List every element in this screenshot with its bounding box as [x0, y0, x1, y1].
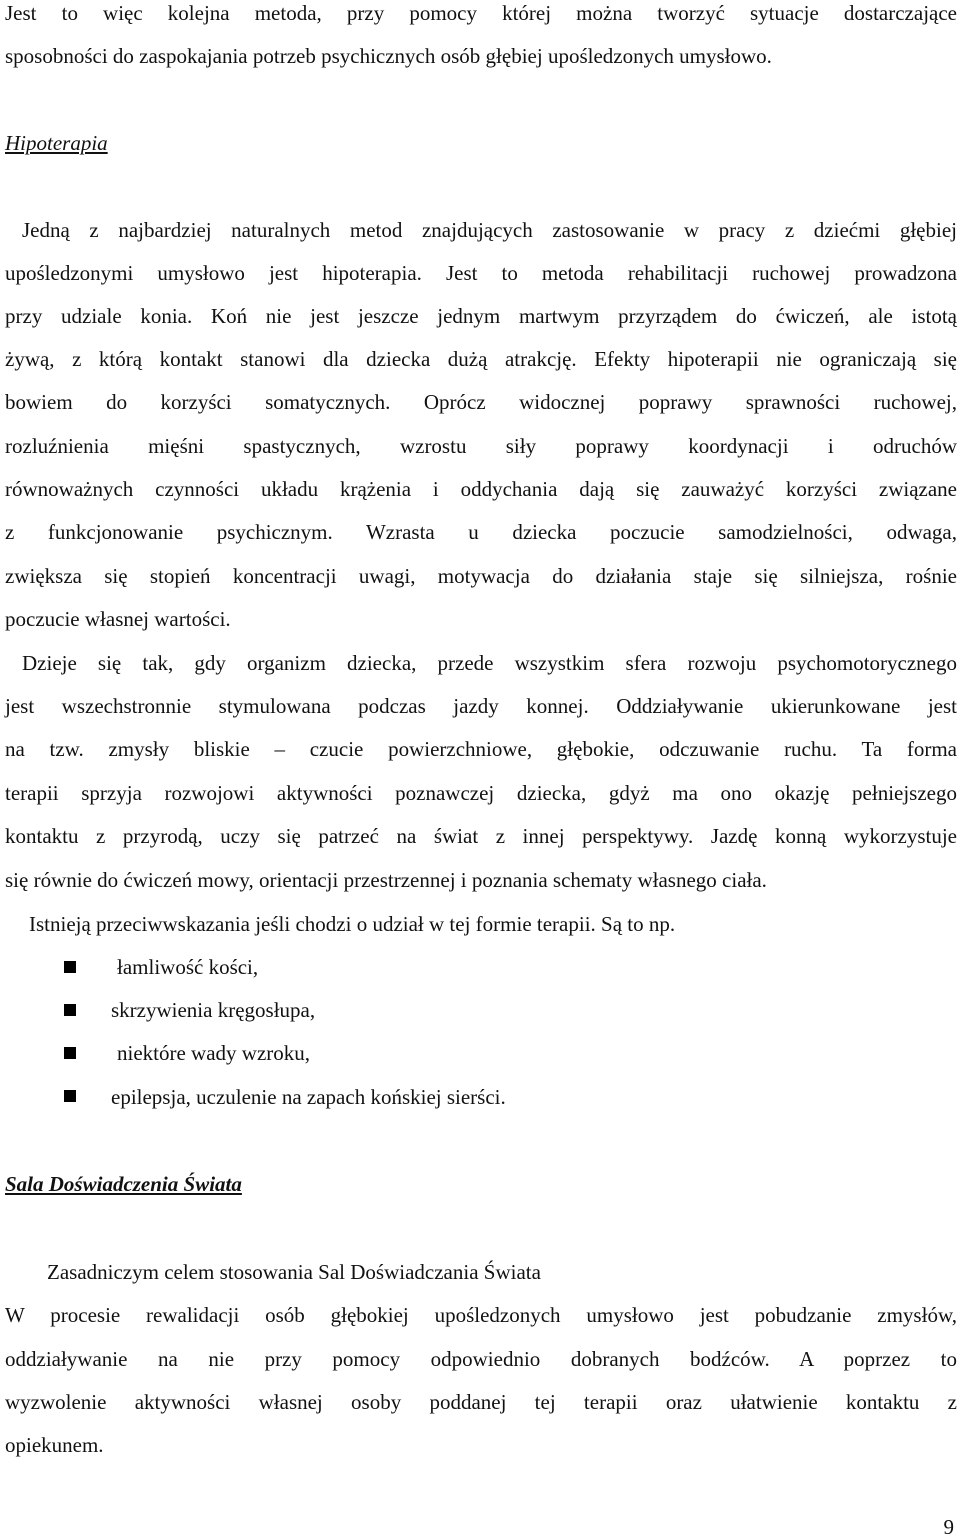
- paragraph-line: kontaktu z przyrodą, uczy się patrzeć na świat z innej perspektywy. Jazdę konną wykorzystuje: [5, 824, 957, 848]
- bullet-icon: [64, 1004, 76, 1016]
- bullet-icon: [64, 1047, 76, 1059]
- paragraph-line: jest wszechstronnie stymulowana podczas jazdy konnej. Oddziaływanie ukierunkowane jest: [5, 694, 957, 718]
- contraindication-item: skrzywienia kręgosłupa,: [111, 998, 316, 1022]
- paragraph-line: bowiem do korzyści somatycznych. Oprócz widocznej poprawy sprawności ruchowej,: [5, 390, 957, 414]
- paragraph-line: Dzieje się tak, gdy organizm dziecka, przede wszystkim sfera rozwoju psychomotorycznego: [22, 651, 957, 675]
- sala-intro-line: Zasadniczym celem stosowania Sal Doświadczania Świata: [47, 1260, 541, 1284]
- bullet-icon: [64, 1090, 76, 1102]
- bullet-icon: [64, 961, 76, 973]
- paragraph-line: wyzwolenie aktywności własnej osoby poddanej tej terapii oraz ułatwienie kontaktu z: [5, 1390, 957, 1414]
- contraindications-intro: Istnieją przeciwwskazania jeśli chodzi o udział w tej formie terapii. Są to np.: [29, 912, 676, 936]
- section-heading-sala: Sala Doświadczenia Świata: [5, 1172, 242, 1196]
- paragraph-line: równoważnych czynności układu krążenia i oddychania dają się zauważyć korzyści związane: [5, 477, 957, 501]
- page-number: 9: [943, 1515, 954, 1539]
- paragraph-line: przy udziale konia. Koń nie jest jeszcze jednym martwym przyrządem do ćwiczeń, ale istotą: [5, 304, 957, 328]
- paragraph-line: się równie do ćwiczeń mowy, orientacji przestrzennej i poznania schematy własnego ciała.: [5, 868, 767, 892]
- paragraph-line: W procesie rewalidacji osób głębokiej upośledzonych umysłowo jest pobudzanie zmysłów,: [5, 1303, 957, 1327]
- paragraph-line: poczucie własnej wartości.: [5, 607, 231, 631]
- paragraph-line: zwiększa się stopień koncentracji uwagi, motywacja do działania staje się silniejsza, rośnie: [5, 564, 957, 588]
- paragraph-line: żywą, z którą kontakt stanowi dla dziecka dużą atrakcję. Efekty hipoterapii nie ograniczają się: [5, 347, 957, 371]
- section-heading-hipoterapia: Hipoterapia: [5, 131, 108, 155]
- paragraph-line: opiekunem.: [5, 1433, 104, 1457]
- paragraph-line: oddziaływanie na nie przy pomocy odpowiednio dobranych bodźców. A poprzez to: [5, 1347, 957, 1371]
- paragraph-line: Jedną z najbardziej naturalnych metod znajdujących zastosowanie w pracy z dziećmi głębiej: [22, 218, 957, 242]
- paragraph-line: upośledzonymi umysłowo jest hipoterapia. Jest to metoda rehabilitacji ruchowej prowadzona: [5, 261, 957, 285]
- paragraph-line: rozluźnienia mięśni spastycznych, wzrostu siły poprawy koordynacji i odruchów: [5, 434, 957, 458]
- paragraph-line: na tzw. zmysły bliskie – czucie powierzchniowe, głębokie, odczuwanie ruchu. Ta forma: [5, 737, 957, 761]
- paragraph-line: terapii sprzyja rozwojowi aktywności poznawczej dziecka, gdyż ma ono okazję pełniejszego: [5, 781, 957, 805]
- intro-line-2: sposobności do zaspokajania potrzeb psychicznych osób głębiej upośledzonych umysłowo.: [5, 44, 772, 68]
- paragraph-line: z funkcjonowanie psychicznym. Wzrasta u dziecka poczucie samodzielności, odwaga,: [5, 520, 957, 544]
- contraindication-item: epilepsja, uczulenie na zapach końskiej sierści.: [111, 1085, 506, 1109]
- contraindication-item: łamliwość kości,: [117, 955, 259, 979]
- intro-line-1: Jest to więc kolejna metoda, przy pomocy której można tworzyć sytuacje dostarczające: [5, 1, 957, 25]
- contraindication-item: niektóre wady wzroku,: [117, 1041, 311, 1065]
